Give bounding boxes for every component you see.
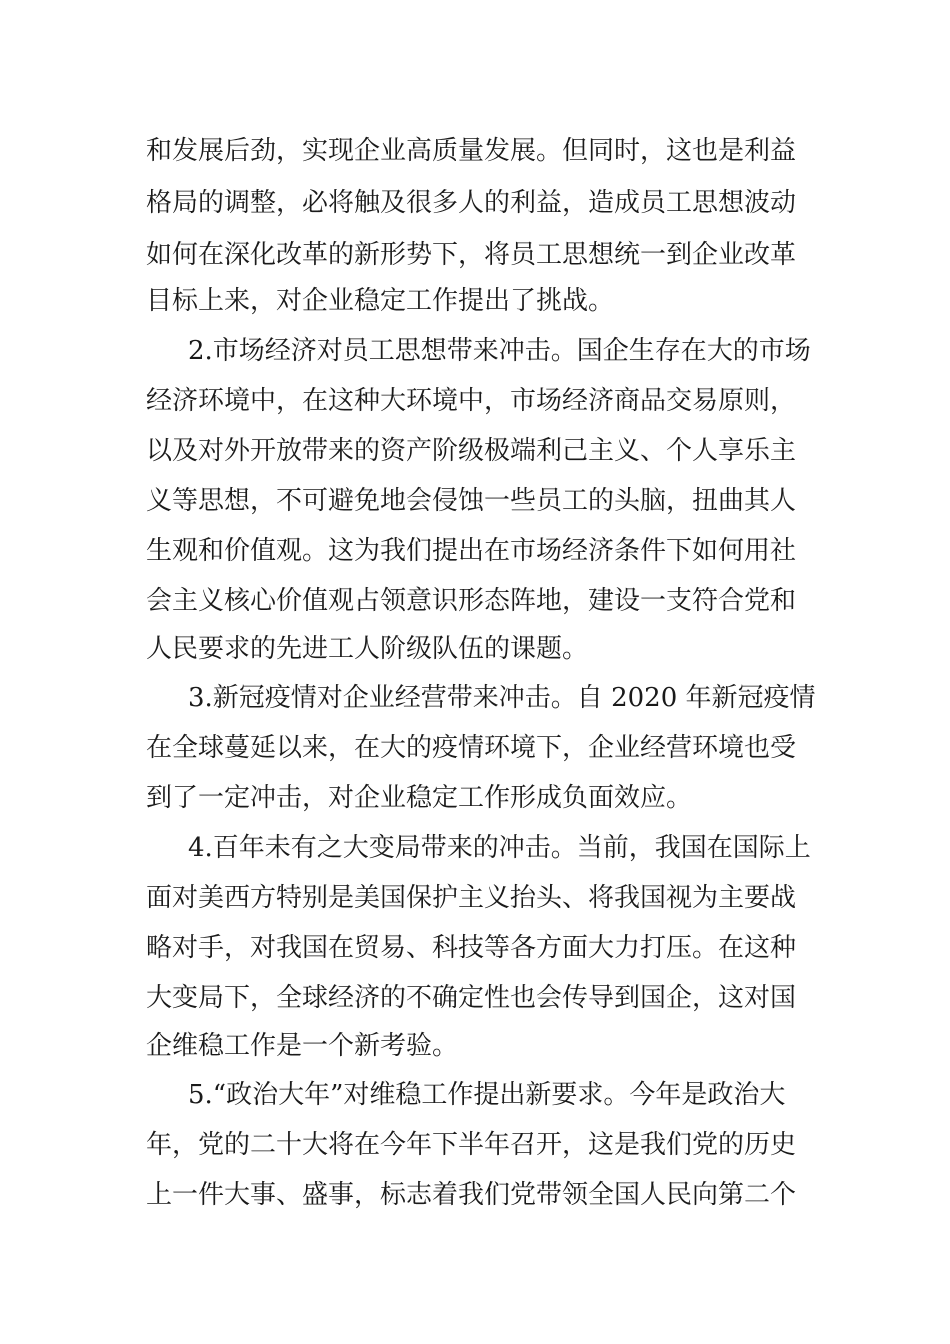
text-line: 如何在深化改革的新形势下，将员工思想统一到企业改革 [146, 240, 797, 270]
text-line: 目标上来，对企业稳定工作提出了挑战。 [146, 286, 615, 316]
text-line: 和发展后劲，实现企业高质量发展。但同时，这也是利益 [146, 136, 797, 166]
text-line: 格局的调整，必将触及很多人的利益，造成员工思想波动 [146, 188, 797, 218]
paragraph-5-start: 5.“政治大年”对维稳工作提出新要求。今年是政治大 [188, 1080, 786, 1110]
text-line: 大变局下，全球经济的不确定性也会传导到国企，这对国 [146, 983, 797, 1013]
text-line: 在全球蔓延以来，在大的疫情环境下，企业经营环境也受 [146, 733, 797, 763]
text-line: 人民要求的先进工人阶级队伍的课题。 [146, 634, 589, 664]
text-line: 面对美西方特别是美国保护主义抬头、将我国视为主要战 [146, 883, 797, 913]
text-line: 年，党的二十大将在今年下半年召开，这是我们党的历史 [146, 1130, 797, 1160]
text-line: 义等思想，不可避免地会侵蚀一些员工的头脑，扭曲其人 [146, 486, 797, 516]
text-line: 企维稳工作是一个新考验。 [146, 1031, 459, 1061]
text-line: 生观和价值观。这为我们提出在市场经济条件下如何用社 [146, 536, 797, 566]
text-line: 上一件大事、盛事，标志着我们党带领全国人民向第二个 [146, 1180, 797, 1210]
paragraph-2-start: 2.市场经济对员工思想带来冲击。国企生存在大的市场 [188, 336, 811, 366]
text-line: 到了一定冲击，对企业稳定工作形成负面效应。 [146, 783, 693, 813]
text-line: 会主义核心价值观占领意识形态阵地，建设一支符合党和 [146, 586, 797, 616]
paragraph-3-start: 3.新冠疫情对企业经营带来冲击。自 2020 年新冠疫情 [188, 683, 816, 713]
text-line: 经济环境中，在这种大环境中，市场经济商品交易原则， [146, 386, 797, 416]
text-line: 略对手，对我国在贸易、科技等各方面大力打压。在这种 [146, 933, 797, 963]
paragraph-4-start: 4.百年未有之大变局带来的冲击。当前，我国在国际上 [188, 833, 811, 863]
text-line: 以及对外开放带来的资产阶级极端利己主义、个人享乐主 [146, 436, 797, 466]
